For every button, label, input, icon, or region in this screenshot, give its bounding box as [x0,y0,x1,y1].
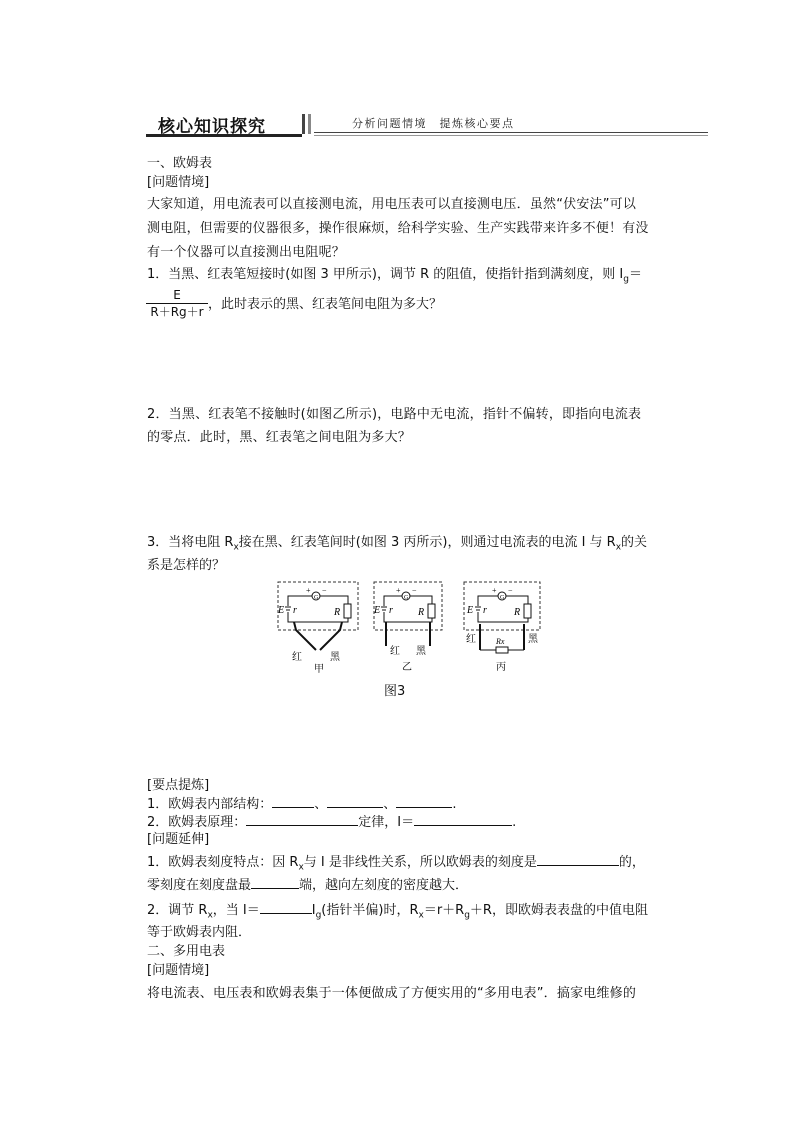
question-text: 接在黑、红表笔间时(如图 3 丙所示)，则通过电流表的电流 I 与 R [238,535,616,550]
fill-blank[interactable] [414,813,512,826]
extension-text: 2．调节 R [147,903,208,918]
intro-line: 测电阻，但需要的仪器很多，操作很麻烦，给科学实验、生产实践带来许多不便！有没 [147,221,649,236]
probe-label-red: 红 [466,634,476,645]
plus-sign: + [396,586,401,595]
fill-blank[interactable] [260,901,312,914]
key-point-1 [147,795,456,814]
key-point-text: 定律，I＝ [358,815,415,830]
circuit-panel-bing [464,582,540,673]
key-point-text: 1．欧姆表内部结构： [147,797,273,812]
meter-symbol: G [314,595,319,601]
battery-label: E [467,605,474,616]
battery-label: E [374,605,381,616]
extension-text: ，当 I＝ [212,903,260,918]
period: . [512,815,517,830]
fill-blank[interactable] [327,795,383,808]
resistor-label: Rx [496,637,505,646]
subscript: x [418,910,424,921]
subscript: x [615,542,622,553]
extension-1-line2 [147,876,468,895]
minus-sign: − [412,586,417,595]
banner-divider [308,114,311,134]
rheostat-label: R [514,607,521,618]
extension-text: 端，越向左刻度的密度越大． [299,878,469,893]
key-points-tag: [要点提炼] [147,778,210,793]
extension-text: 的， [618,855,645,870]
extension-text: ＋R，即欧姆表表盘的中值电阻 [469,903,648,918]
question-text: 3．当将电阻 R [147,535,234,550]
problem-tag: [问题情境] [147,963,210,978]
plus-sign: + [492,586,497,595]
intro-line: 将电流表、电压表和欧姆表集于一体便做成了方便实用的“多用电表”．搞家电维修的 [147,986,637,1001]
fraction-numerator: E [173,288,181,302]
extension-2 [147,901,648,925]
extension-text: 等于欧姆表内阻． [147,925,252,940]
fill-blank[interactable] [272,795,314,808]
question-text: 的零点．此时，黑、红表笔之间电阻为多大？ [147,430,412,445]
fill-blank[interactable] [396,795,452,808]
battery-label: E [278,605,285,616]
question-text: 1．当黑、红表笔短接时(如图 3 甲所示)，调节 R 的阻值，使指针指到满刻度，则 I [147,267,624,282]
subscript: x [207,910,213,921]
separator: 、 [383,797,397,812]
extension-text: I [311,903,316,918]
meter-symbol: G [404,595,409,601]
fill-blank[interactable] [251,876,299,889]
fill-blank[interactable] [246,813,358,826]
circuit-figure [276,580,542,696]
subscript: g [315,910,322,921]
banner-title-box [146,112,302,137]
banner-title: 核心知识探究 [158,117,266,137]
question-text: ，此时表示的黑、红表笔间电阻为多大？ [208,297,443,312]
minus-sign: − [322,586,327,595]
panel-label: 乙 [402,662,412,673]
intro-line: 大家知道，用电流表可以直接测电流，用电压表可以直接测电压．虽然“伏安法”可以 [147,197,637,212]
subscript: x [298,862,304,873]
probe-label-black: 黑 [416,646,426,657]
section-banner [146,110,708,136]
question-text: 系是怎样的？ [147,558,226,573]
probe-label-red: 红 [390,646,400,657]
extension-text: 零刻度在刻度盘最 [147,878,252,893]
panel-label: 丙 [496,662,506,673]
extension-text: ＝r＋R [423,903,465,918]
probe-label-black: 黑 [330,652,340,663]
fraction-bar [146,303,208,304]
question-3 [147,534,647,557]
banner-rule [314,132,708,133]
extension-text: 1．欧姆表刻度特点：因 R [147,855,299,870]
fraction-denominator: R＋Rg＋r [150,305,204,319]
panel-label: 甲 [314,664,324,675]
subscript: g [623,274,629,285]
banner-rule [314,135,708,136]
banner-subtitle: 分析问题情境 提炼核心要点 [352,117,515,130]
probe-label-black: 黑 [528,634,538,645]
plus-sign: + [306,586,311,595]
period: . [452,797,457,812]
extension-1 [147,853,645,877]
equals-sign: ＝ [628,267,642,282]
extension-text: (指针半偏)时，R [321,903,419,918]
internal-resistance-label: r [483,605,487,616]
extension-tag: [问题延伸] [147,832,210,847]
internal-resistance-label: r [389,605,393,616]
separator: 、 [314,797,328,812]
rheostat-label: R [418,607,425,618]
key-point-text: 2．欧姆表原理： [147,815,247,830]
figure-caption: 图3 [384,684,406,699]
banner-divider [302,114,305,134]
extension-text: 与 I 是非线性关系，所以欧姆表的刻度是 [303,855,537,870]
key-point-2 [147,813,516,832]
section-heading: 一、欧姆表 [147,156,213,171]
subscript: g [464,910,470,921]
section-heading: 二、多用电表 [147,944,226,959]
question-1 [147,266,642,289]
minus-sign: − [508,586,513,595]
question-text: 的关 [621,535,648,550]
circuit-panel-yi [373,582,442,673]
internal-resistance-label: r [293,605,297,616]
circuit-panel-jia [277,582,358,675]
subscript: x [233,542,239,553]
fill-blank[interactable] [537,853,619,866]
probe-label-red: 红 [292,652,302,663]
intro-line: 有一个仪器可以直接测出电阻呢？ [147,245,346,260]
question-2: 2．当黑、红表笔不接触时(如图乙所示)，电路中无电流，指针不偏转，即指向电流表 [147,407,642,422]
meter-symbol: G [500,595,505,601]
fraction-formula [146,288,208,319]
rheostat-label: R [334,607,341,618]
problem-tag: [问题情境] [147,175,210,190]
